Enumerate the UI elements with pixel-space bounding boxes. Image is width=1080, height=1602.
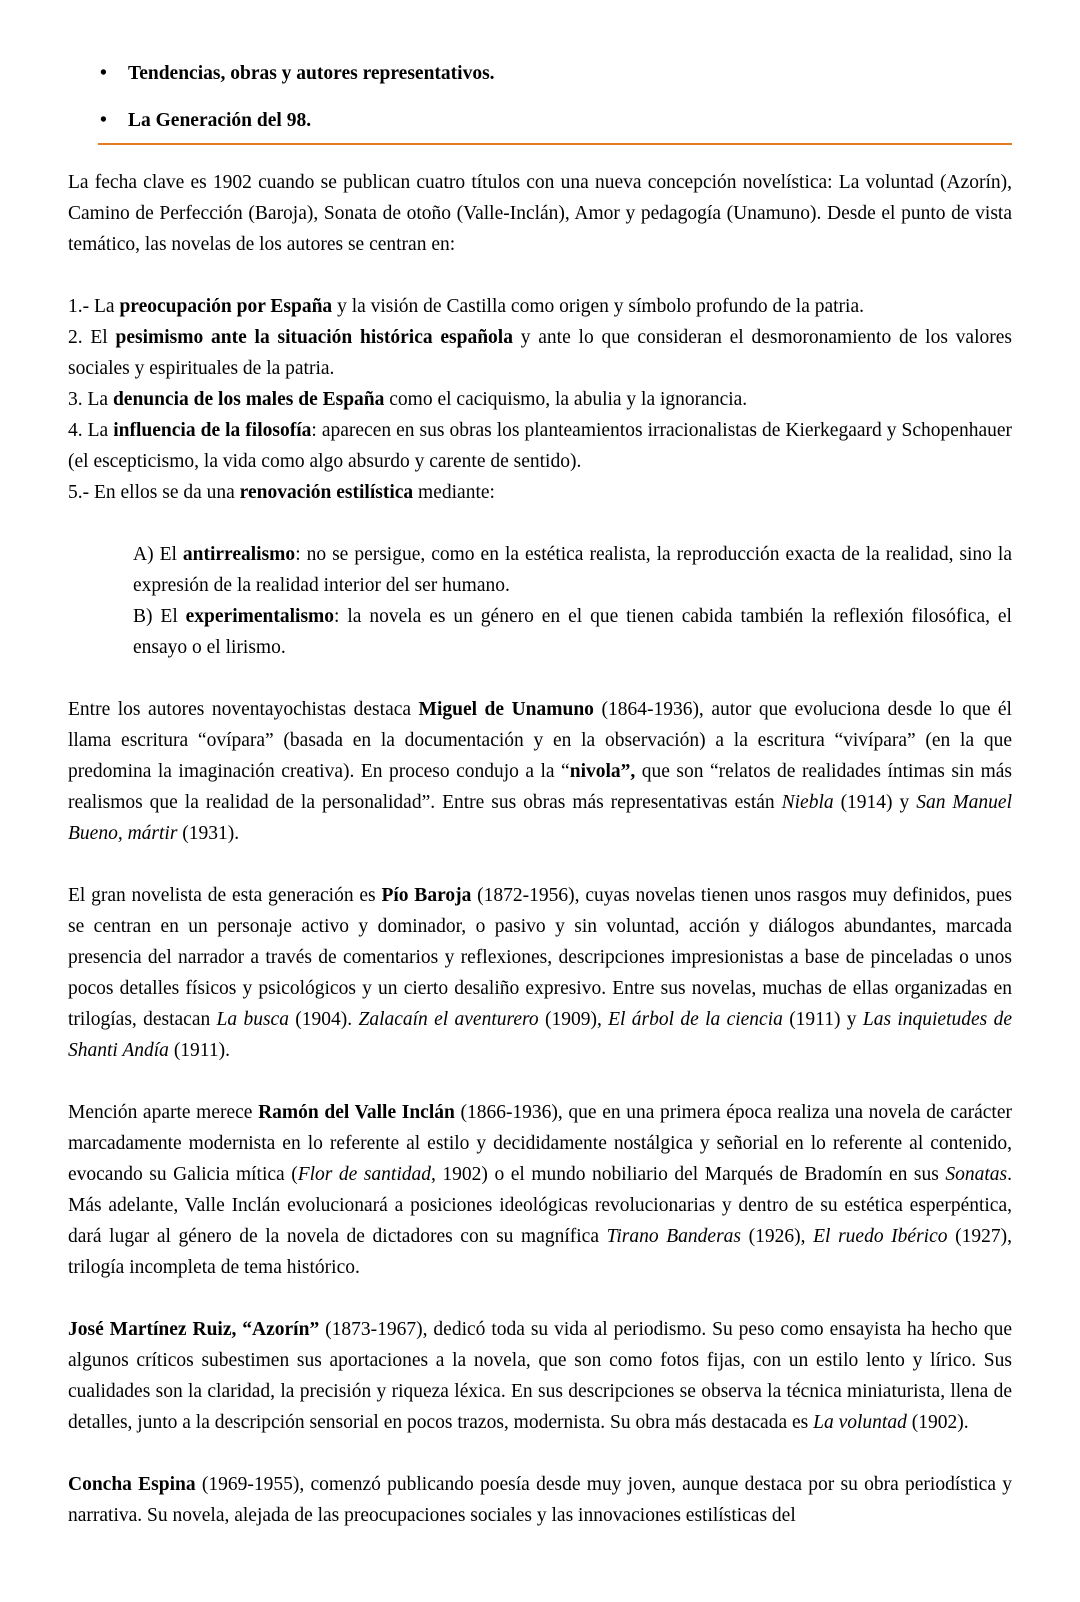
text-run: B) El	[133, 606, 186, 627]
text-run: como el caciquismo, la abulia y la ignorancia.	[384, 389, 748, 410]
text-run: Las inquietudes de Shanti Andía	[68, 1009, 1012, 1061]
paragraph	[68, 167, 1012, 260]
text-run: (1914) y	[833, 792, 917, 813]
text-run: 3. La	[68, 389, 113, 410]
text-run: La fecha clave es 1902 cuando se publican cuatro títulos con una nueva concepción novelística: La voluntad (Azorín), Camino de Perfección (Baroja), Sonata de otoño (Valle-Inclán), Amor y pedagogía (Unamuno). Desde el punto de vista temático, las novelas de los autores se centran en:	[68, 172, 1012, 255]
text-run: El gran novelista de esta generación es	[68, 885, 382, 906]
text-run: , 1902) o el mundo nobiliario del Marqués de Bradomín en sus	[431, 1164, 946, 1185]
text-run: : no se persigue, como en la estética realista, la reproducción exacta de la realidad, sino la expresión de la realidad interior del ser humano.	[133, 544, 1012, 596]
text-run: (1927), trilogía incompleta de tema histórico.	[68, 1226, 1012, 1278]
text-run: preocupación por España	[119, 296, 333, 317]
text-run: La voluntad	[813, 1412, 907, 1433]
text-run: Pío Baroja	[381, 885, 472, 906]
text-run: mediante:	[413, 482, 495, 503]
text-run: (1904).	[288, 1009, 359, 1030]
bullet-label: La Generación del 98.	[128, 110, 312, 131]
text-run: Flor de santidad	[297, 1164, 432, 1185]
text-run: Zalacaín el aventurero	[358, 1009, 539, 1030]
document-body	[68, 167, 1012, 1531]
text-run: Tirano Banderas	[606, 1226, 742, 1247]
text-run: y la visión de Castilla como origen y símbolo profundo de la patria.	[332, 296, 865, 317]
text-run: . Más adelante, Valle Inclán evolucionará a posiciones ideológicas revolucionarias y dentro de su estética esperpéntica, dará lugar al género de la novela de dictadores con su magnífica	[68, 1164, 1012, 1247]
text-run: (1909),	[538, 1009, 609, 1030]
text-run: La busca	[216, 1009, 289, 1030]
text-run: antirrealismo	[182, 544, 296, 565]
text-run: (1872-1956), cuyas novelas tienen unos rasgos muy definidos, pues se centran en un personaje activo y dominador, o pasivo y sin voluntad, acción y diálogos abundantes, marcada presencia del narrador a través de comentarios y reflexiones, descripciones impresionistas a base de pinceladas o unos pocos detalles físicos y psicológicos y un cierto desaliño expresivo. Entre sus novelas, muchas de ellas organizadas en trilogías, destacan	[68, 885, 1012, 1030]
paragraph	[68, 384, 1012, 415]
paragraph	[68, 1097, 1012, 1283]
text-run: 1.- La	[68, 296, 120, 317]
paragraph	[68, 880, 1012, 1066]
bullet-list	[98, 58, 1012, 145]
paragraph	[68, 694, 1012, 849]
text-run: (1864-1936), autor que evoluciona desde lo que él llama escritura “ovípara” (basada en la documentación y en la observación) a la escritura “vivípara” (en la que predomina la imaginación creativa). En proceso condujo a la “	[68, 699, 1012, 782]
bullet-item	[98, 105, 1012, 145]
text-run: 4. La	[68, 420, 114, 441]
paragraph	[133, 601, 1012, 663]
text-run: influencia de la filosofía	[113, 420, 312, 441]
bullet-item	[98, 58, 1012, 89]
paragraph	[68, 322, 1012, 384]
text-run: (1873-1967), dedicó toda su vida al periodismo. Su peso como ensayista ha hecho que algunos críticos subestimen sus aportaciones a la novela, que son como fotos fijas, con un estilo lento y lírico. Sus cualidades son la claridad, la precisión y riqueza léxica. En sus descripciones se observa la técnica miniaturista, llena de detalles, junto a la descripción sensorial en pocos trazos, modernista. Su obra más destacada es	[68, 1319, 1013, 1433]
paragraph	[68, 415, 1012, 477]
text-run: pesimismo ante la situación histórica española	[115, 327, 513, 348]
text-run: (1866-1936), que en una primera época realiza una novela de carácter marcadamente modernista en lo referente al estilo y decididamente nostálgica y señorial en lo referente al contenido, evocando su Galicia mítica (	[68, 1102, 1012, 1185]
paragraph	[68, 291, 1012, 322]
paragraph	[133, 539, 1012, 601]
text-run: 5.- En ellos se da una	[68, 482, 240, 503]
text-run: San Manuel Bueno, mártir	[68, 792, 1012, 844]
paragraph	[68, 477, 1012, 508]
text-run: (1911).	[168, 1040, 230, 1061]
text-run: (1969-1955), comenzó publicando poesía desde muy joven, aunque destaca por su obra periodística y narrativa. Su novela, alejada de las preocupaciones sociales y las innovaciones estilísticas del	[68, 1474, 1012, 1526]
text-run: (1902).	[906, 1412, 969, 1433]
text-run: Entre los autores noventayochistas destaca	[68, 699, 419, 720]
text-run: José Martínez Ruiz, “Azorín”	[68, 1319, 320, 1340]
text-run: Ramón del Valle Inclán	[258, 1102, 455, 1123]
text-run: : aparecen en sus obras los planteamientos irracionalistas de Kierkegaard y Schopenhauer (el escepticismo, la vida como algo absurdo y carente de sentido).	[68, 420, 1012, 472]
text-run: Mención aparte merece	[68, 1102, 259, 1123]
text-run: denuncia de los males de España	[112, 389, 385, 410]
text-run: 2. El	[68, 327, 116, 348]
bullet-label: Tendencias, obras y autores representativos.	[128, 63, 495, 84]
text-run: Niebla	[781, 792, 834, 813]
text-run: (1931).	[177, 823, 240, 844]
text-run: A) El	[133, 544, 183, 565]
text-run: Miguel de Unamuno	[418, 699, 594, 720]
text-run: Concha Espina	[68, 1474, 196, 1495]
text-run: : la novela es un género en el que tienen cabida también la reflexión filosófica, el ensayo o el lirismo.	[133, 606, 1012, 658]
text-run: Sonatas	[945, 1164, 1008, 1185]
text-run: (1911) y	[782, 1009, 863, 1030]
text-run: que son “relatos de realidades íntimas sin más realismos que la realidad de la personalidad”. Entre sus obras más representativas están	[68, 761, 1012, 813]
text-run: El ruedo Ibérico	[813, 1226, 948, 1247]
text-run: renovación estilística	[239, 482, 414, 503]
text-run: (1926),	[741, 1226, 814, 1247]
text-run: y ante lo que consideran el desmoronamiento de los valores sociales y espirituales de la patria.	[68, 327, 1012, 379]
text-run: nivola”,	[569, 761, 636, 782]
text-run: experimentalismo	[185, 606, 335, 627]
text-run: El árbol de la ciencia	[608, 1009, 783, 1030]
paragraph	[68, 1469, 1012, 1531]
paragraph	[68, 1314, 1012, 1438]
